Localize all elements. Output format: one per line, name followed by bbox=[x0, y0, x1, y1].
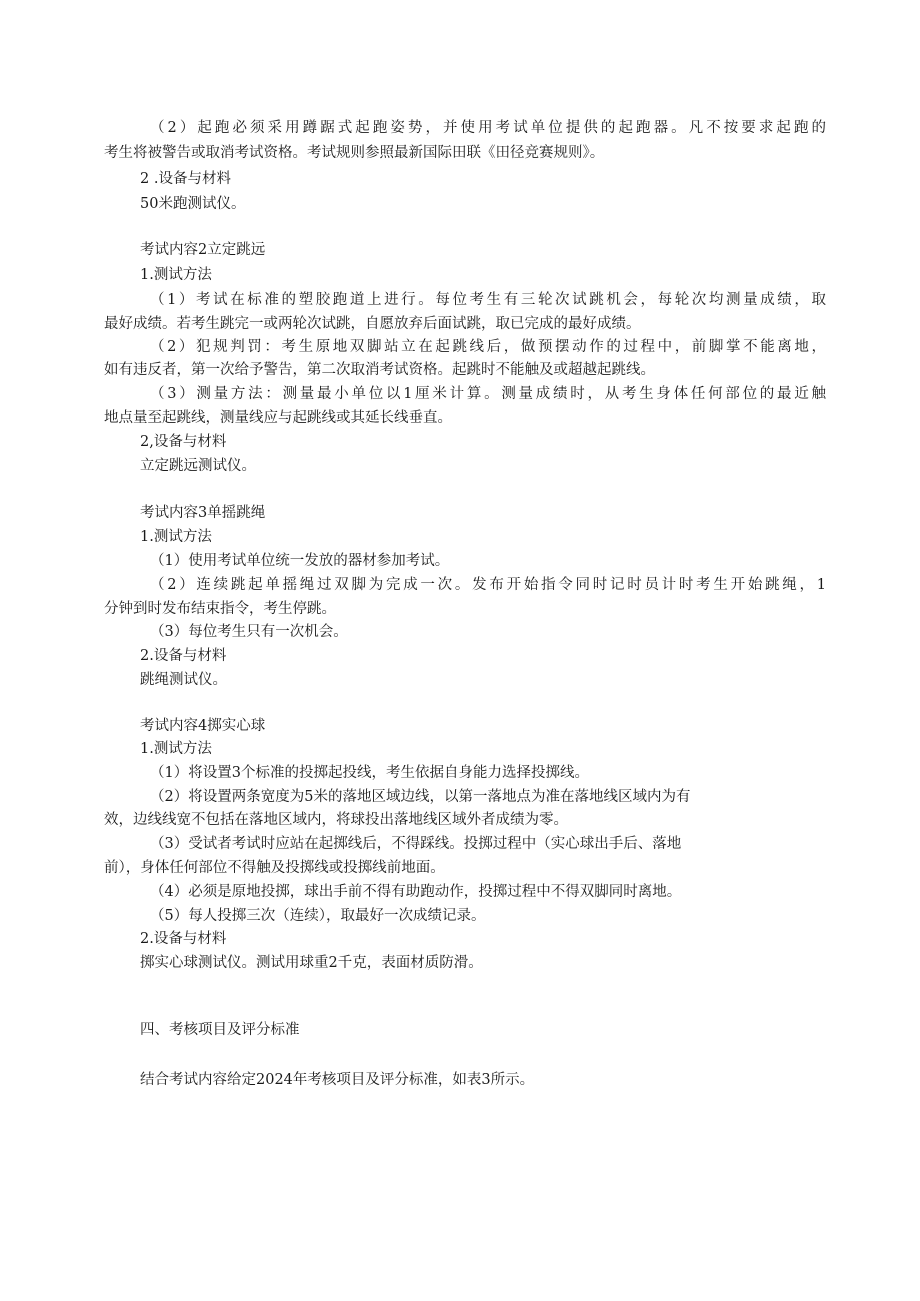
subheading: 1.测试方法 bbox=[140, 741, 212, 757]
paragraph-line: （2）犯规判罚：考生原地双脚站立在起跳线后，做预摆动作的过程中，前脚掌不能离地， bbox=[150, 339, 826, 355]
subheading: 2,设备与材料 bbox=[140, 434, 227, 450]
paragraph-line: 地点量至起跳线，测量线应与起跳线或其延长线垂直。 bbox=[104, 410, 452, 426]
chapter-heading: 四、考核项目及评分标准 bbox=[140, 1022, 300, 1038]
paragraph-line: 考生将被警告或取消考试资格。考试规则参照最新国际田联《田径竞赛规则》。 bbox=[104, 145, 605, 161]
paragraph-line: （2）将设置两条宽度为5米的落地区域边线，以第一落地点为准在落地线区域内为有 bbox=[150, 789, 691, 805]
paragraph-line: （2）连续跳起单摇绳过双脚为完成一次。发布开始指令同时记时员计时考生开始跳绳，1 bbox=[150, 577, 826, 593]
paragraph-line: 最好成绩。若考生跳完一或两轮次试跳，自愿放弃后面试跳，取已完成的最好成绩。 bbox=[104, 316, 641, 332]
paragraph-line: （4）必须是原地投掷，球出手前不得有助跑动作，投掷过程中不得双脚同时离地。 bbox=[150, 884, 682, 900]
paragraph-line: （1）考试在标准的塑胶跑道上进行。每位考生有三轮次试跳机会，每轮次均测量成绩，取 bbox=[150, 292, 826, 308]
paragraph-line: 如有违反者，第一次给予警告，第二次取消考试资格。起跳时不能触及或超越起跳线。 bbox=[104, 362, 655, 378]
subheading: 1.测试方法 bbox=[140, 529, 212, 545]
paragraph-line: （1）使用考试单位统一发放的器材参加考试。 bbox=[150, 553, 450, 569]
paragraph-line: （5）每人投掷三次（连续），取最好一次成绩记录。 bbox=[150, 908, 486, 924]
section-title: 考试内容4掷实心球 bbox=[140, 718, 266, 734]
paragraph-line: （3）受试者考试时应站在起掷线后，不得踩线。投掷过程中（实心球出手后、落地 bbox=[150, 836, 682, 852]
section-title: 考试内容3单摇跳绳 bbox=[140, 505, 266, 521]
subheading: 2.设备与材料 bbox=[140, 931, 227, 947]
subheading: 2 .设备与材料 bbox=[140, 171, 231, 187]
paragraph-line: 结合考试内容给定2024年考核项目及评分标准，如表3所示。 bbox=[140, 1072, 535, 1088]
subheading: 1.测试方法 bbox=[140, 267, 212, 283]
paragraph-line: 分钟到时发布结束指令，考生停跳。 bbox=[104, 601, 336, 617]
paragraph-line: 立定跳远测试仪。 bbox=[140, 458, 256, 474]
paragraph-line: 跳绳测试仪。 bbox=[140, 672, 227, 688]
paragraph-line: （3）测量方法：测量最小单位以1厘米计算。测量成绩时，从考生身体任何部位的最近触 bbox=[150, 386, 826, 402]
paragraph-line: 掷实心球测试仪。测试用球重2千克，表面材质防滑。 bbox=[140, 955, 483, 971]
paragraph-line: 50米跑测试仪。 bbox=[140, 196, 246, 212]
section-title: 考试内容2立定跳远 bbox=[140, 242, 266, 258]
paragraph-line: 效，边线线宽不包括在落地区域内，将球投出落地线区域外者成绩为零。 bbox=[104, 812, 568, 828]
paragraph-line: （1）将设置3个标准的投掷起投线，考生依据自身能力选择投掷线。 bbox=[150, 765, 589, 781]
paragraph-line: （3）每位考生只有一次机会。 bbox=[150, 624, 348, 640]
paragraph-line: （2）起跑必须采用蹲踞式起跑姿势，并使用考试单位提供的起跑器。凡不按要求起跑的 bbox=[150, 120, 826, 136]
subheading: 2.设备与材料 bbox=[140, 648, 227, 664]
paragraph-line: 前），身体任何部位不得触及投掷线或投掷线前地面。 bbox=[104, 860, 445, 876]
